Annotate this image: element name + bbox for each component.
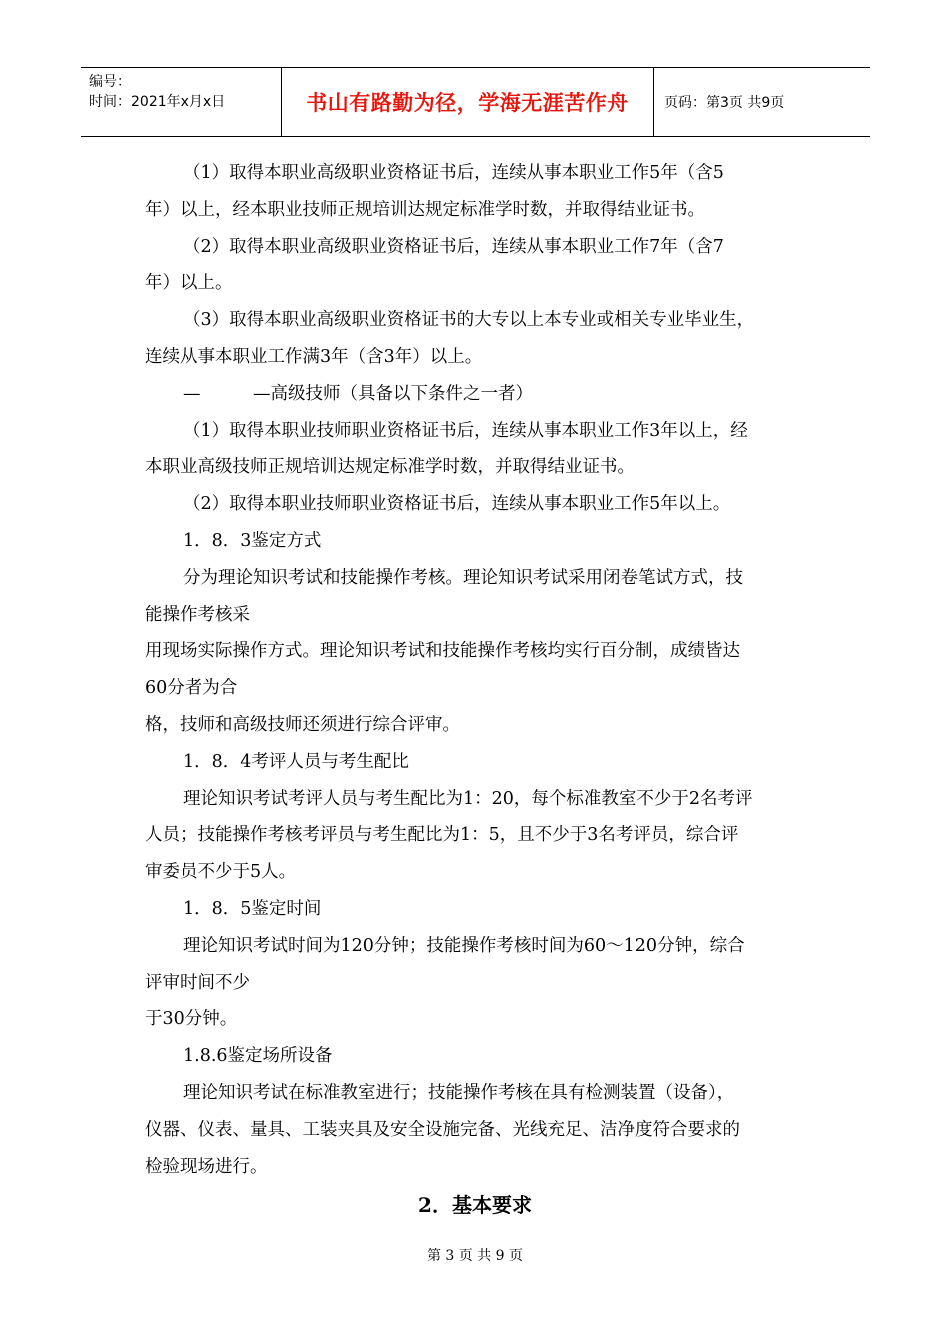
paragraph: 理论知识考试考评人员与考生配比为1：20，每个标准教室不少于2名考评 (183, 788, 753, 809)
header-page-info: 页码：第3页 共9页 (664, 95, 785, 111)
paragraph: 格，技师和高级技师还须进行综合评审。 (145, 714, 460, 735)
page-footer: 第 3 页 共 9 页 (426, 1248, 524, 1264)
section-heading: 1．8．4考评人员与考生配比 (183, 751, 409, 772)
page-header (81, 67, 870, 137)
paragraph: （1）取得本职业技师职业资格证书后，连续从事本职业工作3年以上，经 (183, 420, 748, 441)
paragraph: 用现场实际操作方式。理论知识考试和技能操作考核均实行百分制，成绩皆达 (145, 641, 740, 662)
paragraph: 评审时间不少 (145, 972, 250, 993)
paragraph: 能操作考核采 (145, 604, 250, 625)
header-meta (81, 68, 282, 136)
paragraph: 年）以上，经本职业技师正规培训达规定标准学时数，并取得结业证书。 (145, 199, 705, 220)
paragraph: 审委员不少于5人。 (145, 862, 297, 883)
paragraph: 于30分钟。 (145, 1009, 238, 1030)
paragraph: 理论知识考试在标准教室进行；技能操作考核在具有检测装置（设备）， (183, 1082, 735, 1103)
paragraph: 理论知识考试时间为120分钟；技能操作考核时间为60～120分钟，综合 (183, 935, 745, 956)
body-content (145, 155, 810, 1185)
paragraph: 连续从事本职业工作满3年（含3年）以上。 (145, 346, 483, 367)
paragraph: （2）取得本职业技师职业资格证书后，连续从事本职业工作5年以上。 (183, 494, 731, 515)
subheading-senior-technician (145, 376, 810, 413)
paragraph: 仪器、仪表、量具、工装夹具及安全设施完备、光线充足、洁净度符合要求的 (145, 1119, 740, 1140)
section-title: 2．基本要求 (418, 1193, 532, 1217)
dash-mark: — (183, 383, 201, 404)
paragraph: （3）取得本职业高级职业资格证书的大专以上本专业或相关专业毕业生， (183, 310, 755, 331)
section-heading: 1.8.6鉴定场所设备 (183, 1046, 333, 1067)
paragraph: 检验现场进行。 (145, 1156, 268, 1177)
section-heading: 1．8．5鉴定时间 (183, 898, 322, 919)
paragraph: 分为理论知识考试和技能操作考核。理论知识考试采用闭卷笔试方式，技 (183, 567, 743, 588)
paragraph: 本职业高级技师正规培训达规定标准学时数，并取得结业证书。 (145, 457, 635, 478)
paragraph: 人员；技能操作考核考评员与考生配比为1：5，且不少于3名考评员，综合评 (145, 825, 739, 846)
paragraph: 年）以上。 (145, 273, 233, 294)
paragraph: （1）取得本职业高级职业资格证书后，连续从事本职业工作5年（含5 (183, 163, 724, 183)
header-motto: 书山有路勤为径，学海无涯苦作舟 (282, 68, 654, 136)
paragraph: （2）取得本职业高级职业资格证书后，连续从事本职业工作7年（含7 (183, 236, 724, 257)
subheading-text: —高级技师（具备以下条件之一者） (253, 383, 533, 404)
section-heading: 1．8．3鉴定方式 (183, 530, 322, 551)
paragraph: 60分者为合 (145, 678, 238, 699)
document-number-label: 编号： (89, 74, 131, 90)
document-time-label: 时间：2021年x月x日 (89, 94, 226, 110)
